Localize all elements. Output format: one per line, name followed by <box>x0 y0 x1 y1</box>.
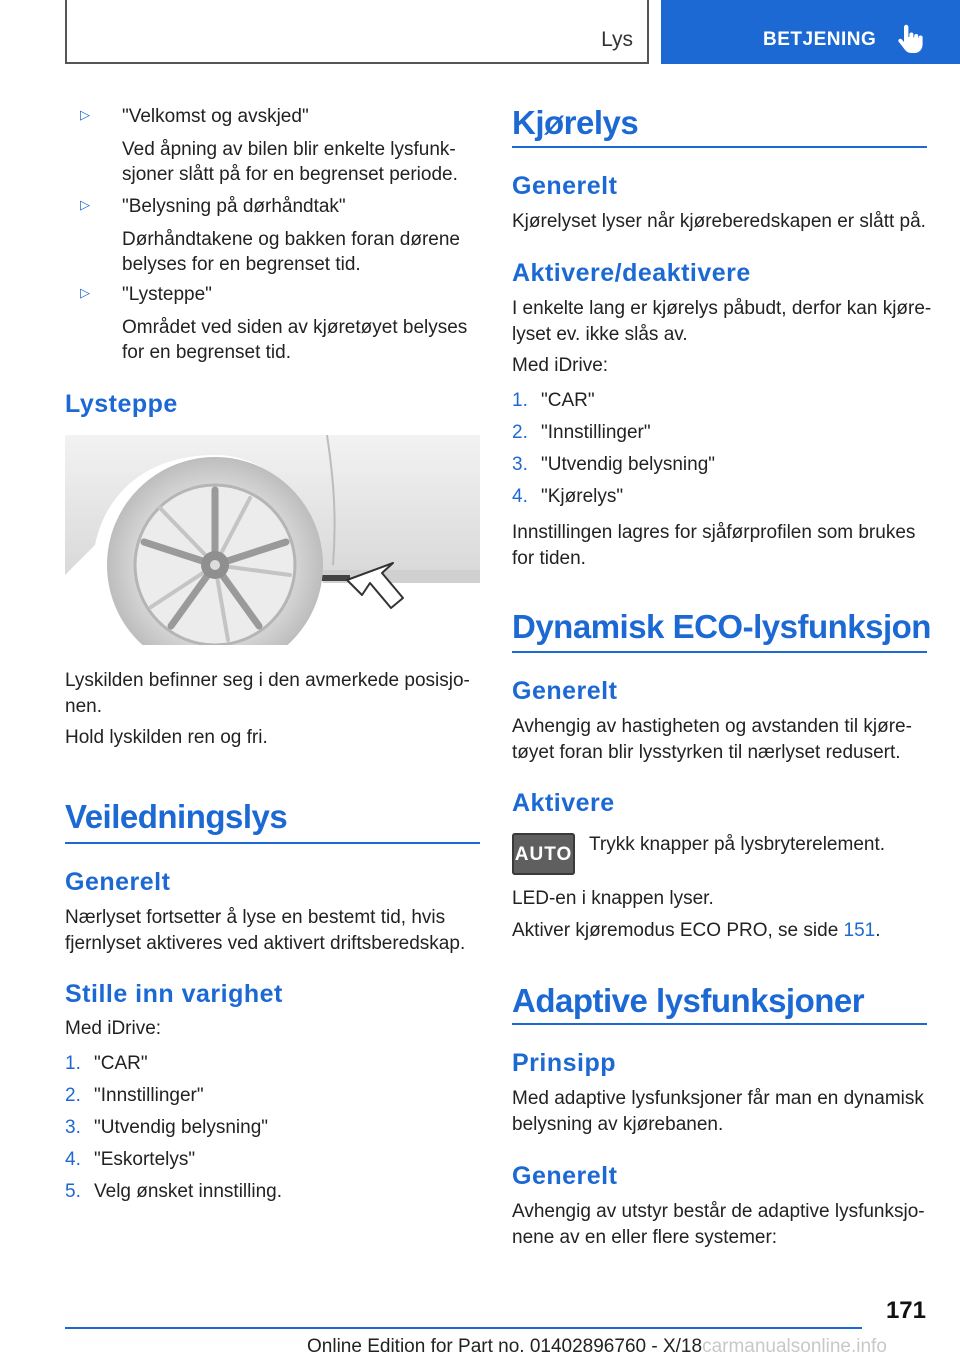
step-text: "Innstillinger" <box>94 1085 204 1106</box>
edition-text: Online Edition for Part no. 01402896760 - X/18 <box>307 1336 703 1357</box>
page-link[interactable]: 151 <box>843 920 876 941</box>
step-number: 1. <box>65 1053 81 1074</box>
lysteppe-paragraph-2: Hold lyskilden ren og fri. <box>65 727 268 748</box>
eco-pro-text <box>512 918 881 944</box>
bullet-title: "Velkomst og avskjed" <box>122 106 309 127</box>
bullet-text-line: Dørhåndtakene og bakken foran dørene <box>122 228 460 250</box>
header-section-box <box>65 0 649 64</box>
step-text: "CAR" <box>541 390 595 411</box>
generelt-paragraph <box>512 714 912 765</box>
step-text: "Kjørelys" <box>541 486 624 507</box>
text-line: for tiden. <box>512 547 586 569</box>
step-number: 4. <box>65 1149 81 1170</box>
header-chapter-box <box>661 0 960 64</box>
bullet-text-line: for en begrenset tid. <box>122 342 291 363</box>
steps-list <box>65 1053 480 1213</box>
lysteppe-heading: Lysteppe <box>65 390 178 418</box>
veiledningslys-heading: Veiledningslys <box>65 798 288 835</box>
text-line: I enkelte lang er kjørelys påbudt, derfor kan kjøre- <box>512 298 932 319</box>
text-line: Med adaptive lysfunksjoner får man en dynamisk <box>512 1088 924 1109</box>
step-number: 3. <box>65 1117 81 1138</box>
aktivere-heading: Aktivere <box>512 789 615 817</box>
eco-heading: Dynamisk ECO-lysfunksjon <box>512 608 931 645</box>
aktivere-paragraph <box>512 296 931 347</box>
header-section-title: Lys <box>601 28 633 51</box>
text-line: Avhengig av utstyr består de adaptive lysfunksjo- <box>512 1201 925 1222</box>
heading-rule <box>512 1023 927 1025</box>
stille-inn-heading: Stille inn varighet <box>65 980 283 1008</box>
list-item <box>512 454 927 486</box>
step-text: Velg ønsket innstilling. <box>94 1181 282 1202</box>
text-line: belysning av kjørebanen. <box>512 1113 724 1135</box>
step-number: 2. <box>512 422 528 443</box>
generelt-heading: Generelt <box>512 172 618 200</box>
led-text: LED-en i knappen lyser. <box>512 888 714 909</box>
aktivere-deaktivere-heading: Aktivere/deaktivere <box>512 259 751 287</box>
eco-pro-sentence: Aktiver kjøremodus ECO PRO, se side <box>512 920 844 941</box>
triangle-bullet-icon: ▷ <box>80 107 90 122</box>
bullet-text-line: belyses for en begrenset tid. <box>122 254 361 275</box>
text-line: nene av en eller flere systemer: <box>512 1226 778 1248</box>
idrive-intro: Med iDrive: <box>65 1018 162 1039</box>
steps-list <box>512 390 927 518</box>
hand-pointer-icon <box>895 24 923 54</box>
step-text: "Eskortelys" <box>94 1149 196 1170</box>
bullet-text-line: Ved åpning av bilen blir enkelte lysfunk- <box>122 138 456 160</box>
settings-note <box>512 520 915 571</box>
kjorelys-heading: Kjørelys <box>512 104 639 141</box>
prinsipp-paragraph <box>512 1086 924 1137</box>
bullet-text-line: Området ved siden av kjøretøyet belyses <box>122 316 468 338</box>
step-number: 4. <box>512 486 528 507</box>
text-line: Innstillingen lagres for sjåførprofilen som brukes <box>512 522 916 543</box>
text-line: Avhengig av hastigheten og avstanden til kjøre- <box>512 716 912 737</box>
list-item <box>65 1181 480 1213</box>
list-item <box>65 1117 480 1149</box>
generelt-heading: Generelt <box>512 677 618 705</box>
bullet-item <box>122 104 458 188</box>
auto-button-label: AUTO <box>514 844 573 865</box>
car-wheel-illustration <box>65 435 480 645</box>
step-text: "Utvendig belysning" <box>94 1117 269 1138</box>
step-text: "Utvendig belysning" <box>541 454 716 475</box>
text-line: fjernlyset aktiveres ved aktivert driftsberedskap. <box>65 932 466 954</box>
generelt-heading: Generelt <box>65 868 171 896</box>
text-line: lyset ev. ikke slås av. <box>512 323 688 345</box>
bullet-item <box>122 282 467 366</box>
step-text: "Innstillinger" <box>541 422 651 443</box>
text-line: nen. <box>65 695 102 717</box>
page-number: 171 <box>885 1297 926 1324</box>
sentence-end: . <box>875 920 881 941</box>
list-item <box>512 422 927 454</box>
triangle-bullet-icon: ▷ <box>80 197 90 212</box>
list-item <box>65 1053 480 1085</box>
list-item <box>65 1085 480 1117</box>
heading-rule <box>512 146 927 148</box>
text-line: tøyet foran blir lysstyrken til nærlyset redusert. <box>512 741 901 763</box>
generelt-paragraph <box>65 905 465 956</box>
text-line: Nærlyset fortsetter å lyse en bestemt tid, hvis <box>65 907 446 928</box>
bullet-text-line: sjoner slått på for en begrenset periode. <box>122 164 458 185</box>
heading-rule <box>65 842 480 844</box>
list-item <box>512 390 927 422</box>
step-number: 1. <box>512 390 528 411</box>
list-item <box>512 486 927 518</box>
step-number: 3. <box>512 454 528 475</box>
bullet-item <box>122 194 460 278</box>
generelt-paragraph: Kjørelyset lyser når kjøreberedskapen er slått på. <box>512 211 926 232</box>
list-item <box>65 1149 480 1181</box>
triangle-bullet-icon: ▷ <box>80 285 90 300</box>
auto-button-icon <box>512 833 575 875</box>
footer-edition <box>307 1336 887 1358</box>
generelt-paragraph <box>512 1199 925 1250</box>
text-line: Lyskilden befinner seg i den avmerkede posisjo- <box>65 670 470 691</box>
step-text: "CAR" <box>94 1053 148 1074</box>
adaptive-heading: Adaptive lysfunksjoner <box>512 982 865 1019</box>
step-number: 5. <box>65 1181 81 1202</box>
header-chapter-title: BETJENING <box>763 29 877 50</box>
step-number: 2. <box>65 1085 81 1106</box>
heading-rule <box>512 651 927 653</box>
bullet-title: "Lysteppe" <box>122 284 212 305</box>
bullet-title: "Belysning på dørhåndtak" <box>122 196 346 217</box>
footer-rule <box>65 1327 862 1329</box>
generelt-heading: Generelt <box>512 1162 618 1190</box>
watermark-text: carmanualsonline.info <box>702 1336 887 1357</box>
prinsipp-heading: Prinsipp <box>512 1049 617 1077</box>
auto-instruction: Trykk knapper på lysbryterelement. <box>589 834 886 855</box>
idrive-intro: Med iDrive: <box>512 355 609 376</box>
lysteppe-paragraph <box>65 668 470 719</box>
